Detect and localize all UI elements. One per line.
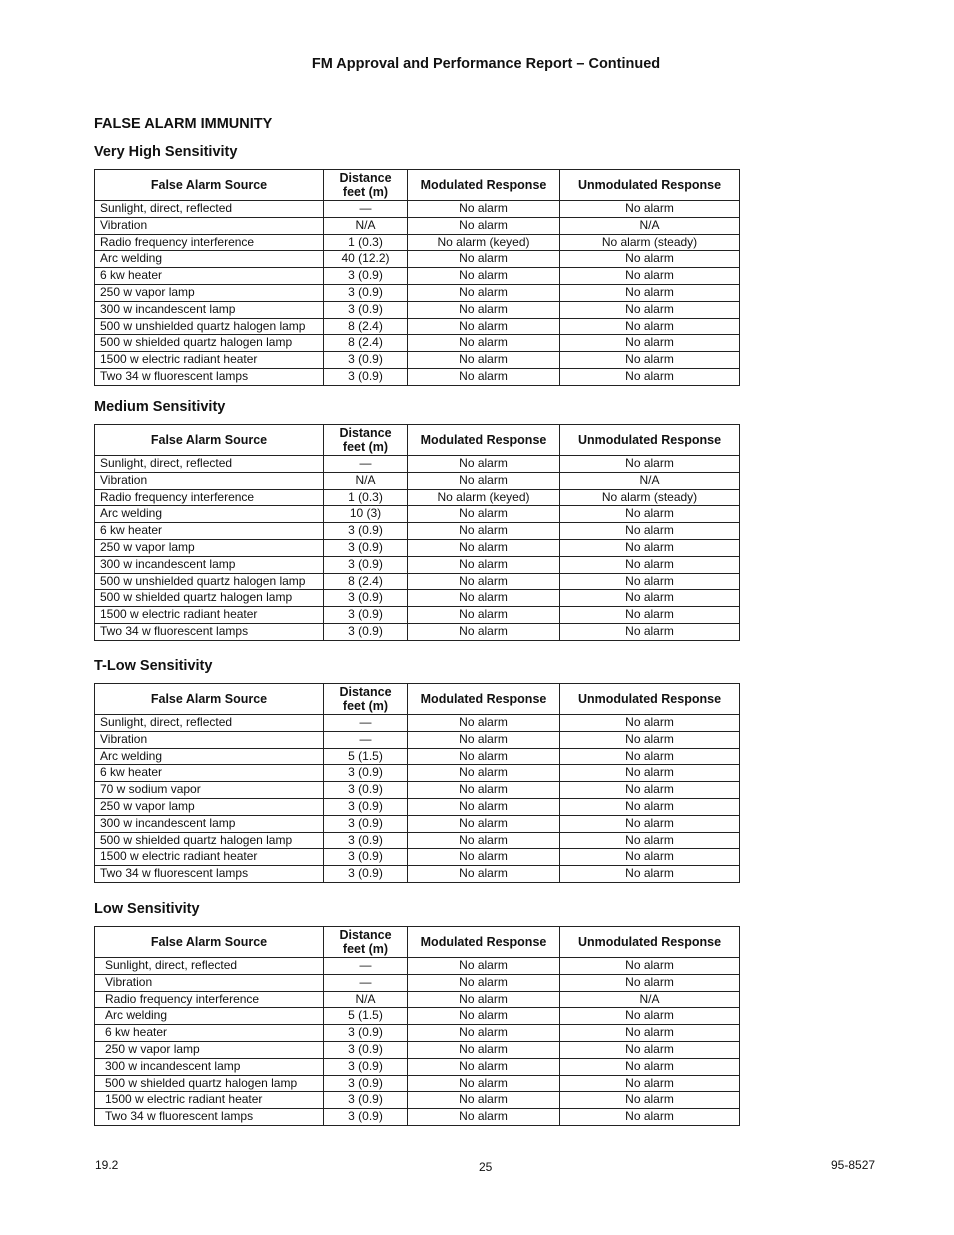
source-cell: 500 w shielded quartz halogen lamp <box>95 1075 324 1092</box>
column-header-distance <box>324 927 408 958</box>
distance-cell: — <box>324 201 408 218</box>
table-header-row <box>95 425 740 456</box>
modulated-response-cell: No alarm <box>408 556 560 573</box>
unmodulated-response-cell: No alarm <box>560 251 740 268</box>
column-header-unmodulated: Unmodulated Response <box>560 927 740 958</box>
distance-cell: 3 (0.9) <box>324 523 408 540</box>
source-cell: 70 w sodium vapor <box>95 782 324 799</box>
distance-cell: 3 (0.9) <box>324 368 408 385</box>
source-cell: Two 34 w fluorescent lamps <box>95 1109 324 1126</box>
table-row <box>95 974 740 991</box>
unmodulated-response-cell: No alarm <box>560 556 740 573</box>
false-alarm-table-very-high <box>94 169 740 386</box>
table-row <box>95 623 740 640</box>
table-row <box>95 234 740 251</box>
source-cell: 500 w unshielded quartz halogen lamp <box>95 573 324 590</box>
unmodulated-response-cell: No alarm <box>560 1008 740 1025</box>
column-header-source: False Alarm Source <box>95 684 324 715</box>
unmodulated-response-cell: No alarm <box>560 1058 740 1075</box>
table-row <box>95 456 740 473</box>
distance-label-line2: feet (m) <box>342 699 389 713</box>
column-header-unmodulated: Unmodulated Response <box>560 684 740 715</box>
page-header: FM Approval and Performance Report – Continued <box>311 56 661 72</box>
table-row <box>95 782 740 799</box>
unmodulated-response-cell: No alarm <box>560 523 740 540</box>
table-row <box>95 590 740 607</box>
modulated-response-cell: No alarm <box>408 318 560 335</box>
unmodulated-response-cell: No alarm <box>560 352 740 369</box>
distance-label-line1: Distance <box>339 928 392 942</box>
table-row <box>95 201 740 218</box>
source-cell: 500 w shielded quartz halogen lamp <box>95 335 324 352</box>
distance-cell: 3 (0.9) <box>324 1025 408 1042</box>
table-title-low: Low Sensitivity <box>94 901 200 917</box>
column-header-unmodulated: Unmodulated Response <box>560 170 740 201</box>
modulated-response-cell: No alarm <box>408 506 560 523</box>
distance-cell: — <box>324 456 408 473</box>
modulated-response-cell: No alarm <box>408 748 560 765</box>
source-cell: Vibration <box>95 731 324 748</box>
column-header-modulated: Modulated Response <box>408 170 560 201</box>
source-cell: 6 kw heater <box>95 1025 324 1042</box>
modulated-response-cell: No alarm <box>408 765 560 782</box>
section-title: FALSE ALARM IMMUNITY <box>94 116 273 132</box>
source-cell: 250 w vapor lamp <box>95 284 324 301</box>
distance-label-line2: feet (m) <box>342 942 389 956</box>
source-cell: 6 kw heater <box>95 268 324 285</box>
unmodulated-response-cell: No alarm <box>560 832 740 849</box>
modulated-response-cell: No alarm <box>408 607 560 624</box>
table-row <box>95 523 740 540</box>
distance-cell: 3 (0.9) <box>324 1075 408 1092</box>
table-title-t-low: T-Low Sensitivity <box>94 658 213 674</box>
modulated-response-cell: No alarm <box>408 1092 560 1109</box>
modulated-response-cell: No alarm <box>408 623 560 640</box>
modulated-response-cell: No alarm <box>408 715 560 732</box>
source-cell: 250 w vapor lamp <box>95 539 324 556</box>
modulated-response-cell: No alarm <box>408 268 560 285</box>
distance-label-line1: Distance <box>339 171 392 185</box>
unmodulated-response-cell: No alarm <box>560 1109 740 1126</box>
table-row <box>95 506 740 523</box>
modulated-response-cell: No alarm <box>408 1041 560 1058</box>
footer-page-number: 25 <box>479 1160 493 1174</box>
modulated-response-cell: No alarm <box>408 731 560 748</box>
distance-cell: 3 (0.9) <box>324 556 408 573</box>
unmodulated-response-cell: No alarm <box>560 201 740 218</box>
table-row <box>95 217 740 234</box>
table-row <box>95 1058 740 1075</box>
false-alarm-table-t-low <box>94 683 740 883</box>
table-row <box>95 1008 740 1025</box>
modulated-response-cell: No alarm <box>408 866 560 883</box>
table-row <box>95 352 740 369</box>
distance-cell: N/A <box>324 217 408 234</box>
distance-cell: 3 (0.9) <box>324 539 408 556</box>
table-row <box>95 731 740 748</box>
modulated-response-cell: No alarm <box>408 472 560 489</box>
source-cell: 1500 w electric radiant heater <box>95 607 324 624</box>
distance-cell: 3 (0.9) <box>324 1092 408 1109</box>
distance-cell: 3 (0.9) <box>324 1058 408 1075</box>
table-row <box>95 368 740 385</box>
unmodulated-response-cell: No alarm <box>560 731 740 748</box>
distance-cell: 3 (0.9) <box>324 1041 408 1058</box>
source-cell: 300 w incandescent lamp <box>95 556 324 573</box>
source-cell: 1500 w electric radiant heater <box>95 352 324 369</box>
distance-cell: N/A <box>324 991 408 1008</box>
table-title-medium: Medium Sensitivity <box>94 399 226 415</box>
false-alarm-table-medium <box>94 424 740 641</box>
source-cell: 250 w vapor lamp <box>95 1041 324 1058</box>
source-cell: Vibration <box>95 217 324 234</box>
distance-cell: 8 (2.4) <box>324 318 408 335</box>
distance-cell: 1 (0.3) <box>324 489 408 506</box>
table-row <box>95 748 740 765</box>
unmodulated-response-cell: No alarm <box>560 301 740 318</box>
unmodulated-response-cell: No alarm (steady) <box>560 234 740 251</box>
distance-cell: 3 (0.9) <box>324 590 408 607</box>
table-row <box>95 1109 740 1126</box>
modulated-response-cell: No alarm <box>408 201 560 218</box>
modulated-response-cell: No alarm <box>408 1058 560 1075</box>
unmodulated-response-cell: No alarm <box>560 607 740 624</box>
unmodulated-response-cell: N/A <box>560 217 740 234</box>
distance-cell: 40 (12.2) <box>324 251 408 268</box>
modulated-response-cell: No alarm (keyed) <box>408 234 560 251</box>
table-header-row <box>95 684 740 715</box>
table-row <box>95 715 740 732</box>
modulated-response-cell: No alarm <box>408 368 560 385</box>
modulated-response-cell: No alarm <box>408 782 560 799</box>
source-cell: Vibration <box>95 974 324 991</box>
source-cell: 6 kw heater <box>95 523 324 540</box>
source-cell: Sunlight, direct, reflected <box>95 201 324 218</box>
modulated-response-cell: No alarm <box>408 251 560 268</box>
table-row <box>95 539 740 556</box>
table-row <box>95 1092 740 1109</box>
modulated-response-cell: No alarm <box>408 798 560 815</box>
column-header-source: False Alarm Source <box>95 170 324 201</box>
distance-cell: — <box>324 958 408 975</box>
unmodulated-response-cell: No alarm <box>560 815 740 832</box>
unmodulated-response-cell: No alarm <box>560 1041 740 1058</box>
source-cell: Arc welding <box>95 506 324 523</box>
table-row <box>95 991 740 1008</box>
distance-cell: 3 (0.9) <box>324 832 408 849</box>
source-cell: 300 w incandescent lamp <box>95 1058 324 1075</box>
source-cell: Sunlight, direct, reflected <box>95 456 324 473</box>
modulated-response-cell: No alarm <box>408 849 560 866</box>
modulated-response-cell: No alarm <box>408 456 560 473</box>
distance-label-line1: Distance <box>339 685 392 699</box>
source-cell: 6 kw heater <box>95 765 324 782</box>
unmodulated-response-cell: No alarm (steady) <box>560 489 740 506</box>
unmodulated-response-cell: No alarm <box>560 748 740 765</box>
distance-cell: 3 (0.9) <box>324 782 408 799</box>
source-cell: Vibration <box>95 472 324 489</box>
distance-cell: 5 (1.5) <box>324 1008 408 1025</box>
table-row <box>95 607 740 624</box>
unmodulated-response-cell: N/A <box>560 991 740 1008</box>
table-row <box>95 1075 740 1092</box>
table-row <box>95 318 740 335</box>
table-row <box>95 251 740 268</box>
table-row <box>95 1041 740 1058</box>
source-cell: 1500 w electric radiant heater <box>95 1092 324 1109</box>
distance-cell: 3 (0.9) <box>324 284 408 301</box>
unmodulated-response-cell: No alarm <box>560 974 740 991</box>
column-header-modulated: Modulated Response <box>408 684 560 715</box>
unmodulated-response-cell: No alarm <box>560 623 740 640</box>
modulated-response-cell: No alarm <box>408 832 560 849</box>
distance-cell: 8 (2.4) <box>324 573 408 590</box>
distance-cell: — <box>324 731 408 748</box>
distance-cell: 3 (0.9) <box>324 1109 408 1126</box>
table-row <box>95 815 740 832</box>
source-cell: 250 w vapor lamp <box>95 798 324 815</box>
modulated-response-cell: No alarm (keyed) <box>408 489 560 506</box>
table-row <box>95 866 740 883</box>
unmodulated-response-cell: No alarm <box>560 539 740 556</box>
distance-cell: 3 (0.9) <box>324 301 408 318</box>
table-row <box>95 765 740 782</box>
footer-revision: 19.2 <box>95 1158 119 1172</box>
distance-label-line2: feet (m) <box>342 440 389 454</box>
source-cell: Radio frequency interference <box>95 489 324 506</box>
source-cell: Two 34 w fluorescent lamps <box>95 866 324 883</box>
source-cell: Arc welding <box>95 748 324 765</box>
table-row <box>95 284 740 301</box>
table-row <box>95 1025 740 1042</box>
unmodulated-response-cell: No alarm <box>560 268 740 285</box>
unmodulated-response-cell: No alarm <box>560 715 740 732</box>
source-cell: Arc welding <box>95 1008 324 1025</box>
unmodulated-response-cell: No alarm <box>560 798 740 815</box>
table-row <box>95 832 740 849</box>
table-header-row <box>95 927 740 958</box>
distance-cell: 3 (0.9) <box>324 849 408 866</box>
unmodulated-response-cell: No alarm <box>560 782 740 799</box>
modulated-response-cell: No alarm <box>408 590 560 607</box>
unmodulated-response-cell: No alarm <box>560 765 740 782</box>
source-cell: Two 34 w fluorescent lamps <box>95 623 324 640</box>
distance-cell: 5 (1.5) <box>324 748 408 765</box>
distance-cell: 3 (0.9) <box>324 268 408 285</box>
column-header-modulated: Modulated Response <box>408 425 560 456</box>
column-header-unmodulated: Unmodulated Response <box>560 425 740 456</box>
source-cell: 500 w shielded quartz halogen lamp <box>95 590 324 607</box>
unmodulated-response-cell: No alarm <box>560 318 740 335</box>
unmodulated-response-cell: No alarm <box>560 590 740 607</box>
distance-cell: 10 (3) <box>324 506 408 523</box>
unmodulated-response-cell: N/A <box>560 472 740 489</box>
table-row <box>95 335 740 352</box>
column-header-source: False Alarm Source <box>95 927 324 958</box>
unmodulated-response-cell: No alarm <box>560 849 740 866</box>
footer-document-number: 95-8527 <box>831 1158 876 1172</box>
unmodulated-response-cell: No alarm <box>560 506 740 523</box>
table-row <box>95 958 740 975</box>
source-cell: Radio frequency interference <box>95 991 324 1008</box>
false-alarm-table-low <box>94 926 740 1126</box>
table-row <box>95 849 740 866</box>
source-cell: Arc welding <box>95 251 324 268</box>
distance-cell: 3 (0.9) <box>324 866 408 883</box>
table-row <box>95 798 740 815</box>
modulated-response-cell: No alarm <box>408 352 560 369</box>
modulated-response-cell: No alarm <box>408 1109 560 1126</box>
distance-cell: 3 (0.9) <box>324 798 408 815</box>
table-row <box>95 489 740 506</box>
distance-cell: 3 (0.9) <box>324 352 408 369</box>
distance-cell: 3 (0.9) <box>324 815 408 832</box>
distance-label-line2: feet (m) <box>342 185 389 199</box>
column-header-distance <box>324 425 408 456</box>
table-header-row <box>95 170 740 201</box>
modulated-response-cell: No alarm <box>408 1075 560 1092</box>
source-cell: Sunlight, direct, reflected <box>95 958 324 975</box>
source-cell: 500 w shielded quartz halogen lamp <box>95 832 324 849</box>
source-cell: 300 w incandescent lamp <box>95 815 324 832</box>
column-header-modulated: Modulated Response <box>408 927 560 958</box>
distance-cell: — <box>324 715 408 732</box>
column-header-distance <box>324 170 408 201</box>
column-header-source: False Alarm Source <box>95 425 324 456</box>
source-cell: Sunlight, direct, reflected <box>95 715 324 732</box>
distance-cell: 3 (0.9) <box>324 765 408 782</box>
modulated-response-cell: No alarm <box>408 284 560 301</box>
table-row <box>95 268 740 285</box>
unmodulated-response-cell: No alarm <box>560 1092 740 1109</box>
table-title-very-high: Very High Sensitivity <box>94 144 238 160</box>
unmodulated-response-cell: No alarm <box>560 1025 740 1042</box>
modulated-response-cell: No alarm <box>408 523 560 540</box>
distance-cell: 3 (0.9) <box>324 607 408 624</box>
unmodulated-response-cell: No alarm <box>560 958 740 975</box>
modulated-response-cell: No alarm <box>408 1008 560 1025</box>
unmodulated-response-cell: No alarm <box>560 368 740 385</box>
distance-cell: 8 (2.4) <box>324 335 408 352</box>
modulated-response-cell: No alarm <box>408 991 560 1008</box>
modulated-response-cell: No alarm <box>408 815 560 832</box>
unmodulated-response-cell: No alarm <box>560 866 740 883</box>
table-row <box>95 556 740 573</box>
table-row <box>95 573 740 590</box>
modulated-response-cell: No alarm <box>408 301 560 318</box>
distance-cell: N/A <box>324 472 408 489</box>
modulated-response-cell: No alarm <box>408 974 560 991</box>
distance-cell: 3 (0.9) <box>324 623 408 640</box>
source-cell: Two 34 w fluorescent lamps <box>95 368 324 385</box>
modulated-response-cell: No alarm <box>408 573 560 590</box>
table-row <box>95 472 740 489</box>
modulated-response-cell: No alarm <box>408 217 560 234</box>
source-cell: 300 w incandescent lamp <box>95 301 324 318</box>
distance-cell: 1 (0.3) <box>324 234 408 251</box>
modulated-response-cell: No alarm <box>408 1025 560 1042</box>
unmodulated-response-cell: No alarm <box>560 284 740 301</box>
unmodulated-response-cell: No alarm <box>560 456 740 473</box>
unmodulated-response-cell: No alarm <box>560 573 740 590</box>
distance-label-line1: Distance <box>339 426 392 440</box>
distance-cell: — <box>324 974 408 991</box>
source-cell: 500 w unshielded quartz halogen lamp <box>95 318 324 335</box>
modulated-response-cell: No alarm <box>408 958 560 975</box>
unmodulated-response-cell: No alarm <box>560 335 740 352</box>
table-row <box>95 301 740 318</box>
source-cell: 1500 w electric radiant heater <box>95 849 324 866</box>
column-header-distance <box>324 684 408 715</box>
source-cell: Radio frequency interference <box>95 234 324 251</box>
modulated-response-cell: No alarm <box>408 335 560 352</box>
unmodulated-response-cell: No alarm <box>560 1075 740 1092</box>
modulated-response-cell: No alarm <box>408 539 560 556</box>
